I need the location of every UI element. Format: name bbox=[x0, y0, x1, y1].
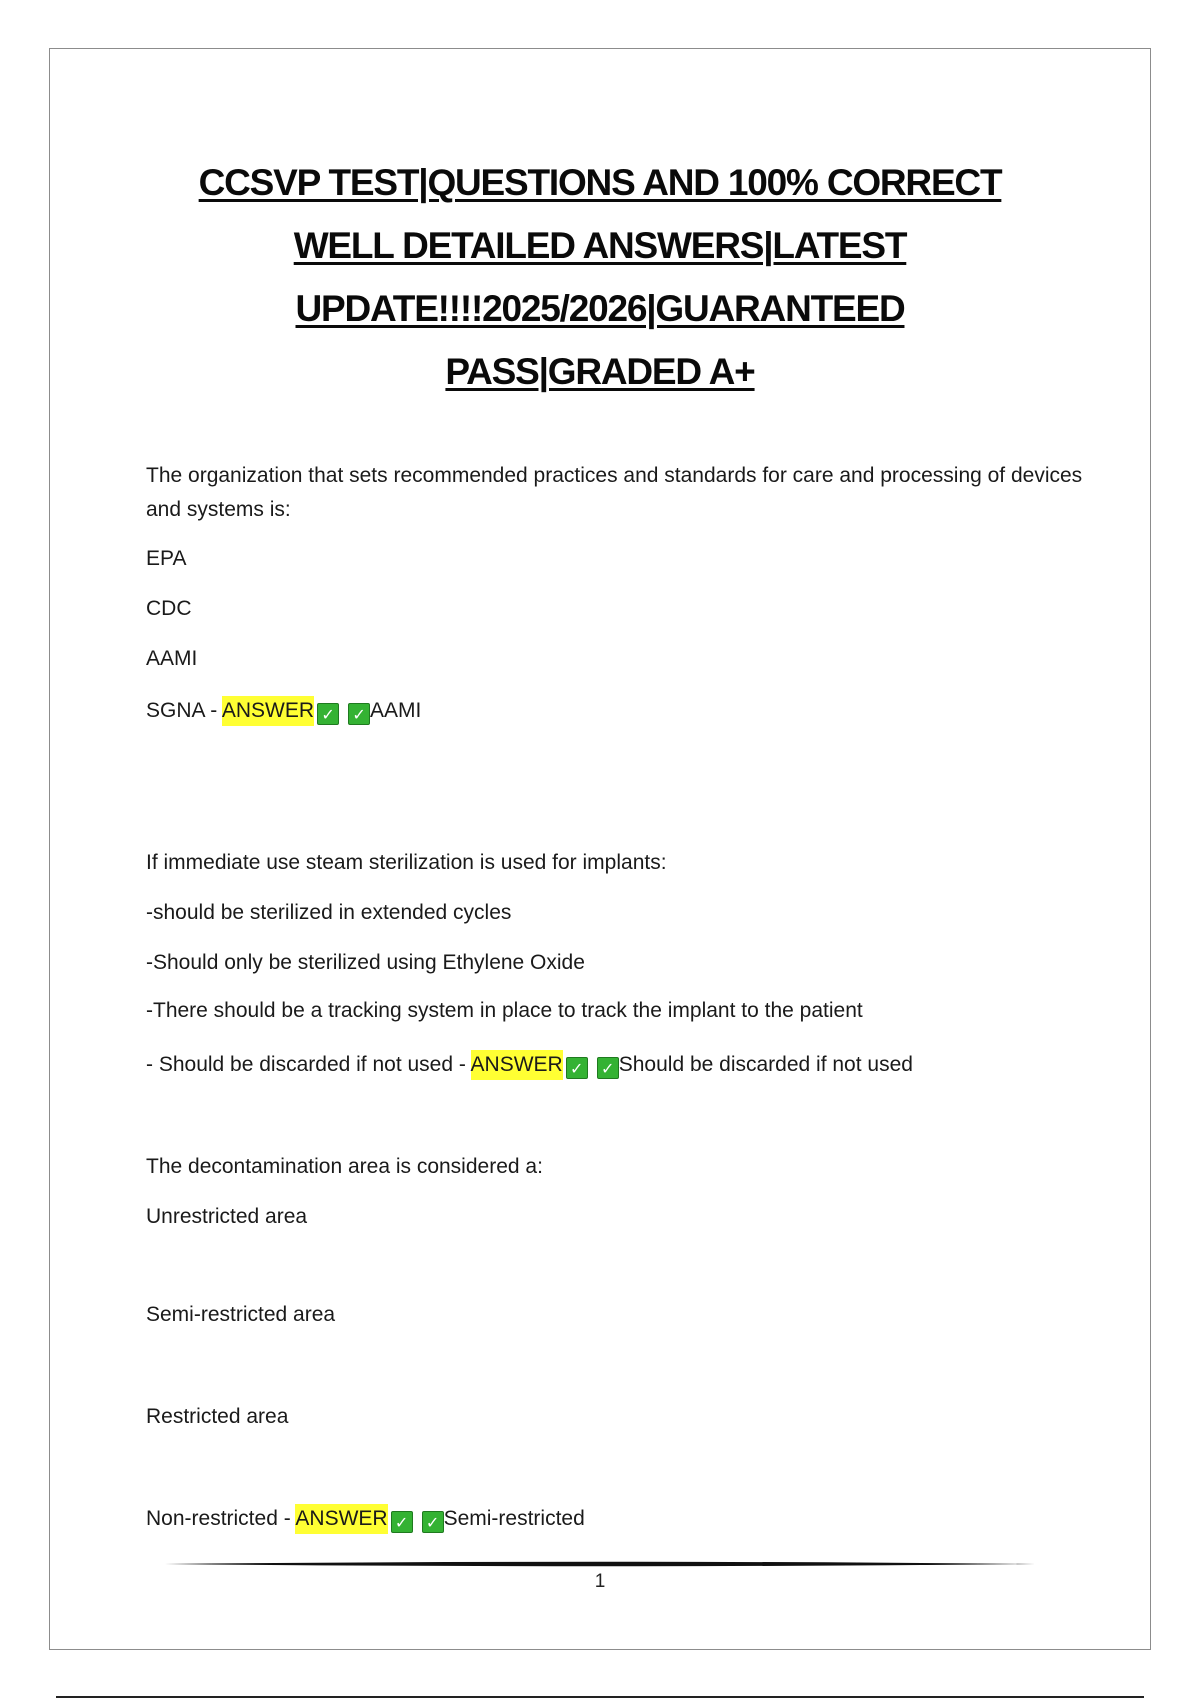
question-prompt: If immediate use steam sterilization is used for implants: bbox=[146, 851, 667, 874]
check-mark-icon: ✓ bbox=[597, 1057, 619, 1079]
answer-option: CDC bbox=[146, 597, 192, 620]
answer-option: Semi-restricted area bbox=[146, 1303, 336, 1326]
title-line: WELL DETAILED ANSWERS|LATEST bbox=[293, 225, 907, 266]
answer-line bbox=[146, 1051, 913, 1079]
answer-option: Non-restricted - bbox=[146, 1507, 296, 1530]
check-mark-icon: ✓ bbox=[422, 1511, 444, 1533]
answer-option: EPA bbox=[146, 547, 187, 570]
correct-answer: AAMI bbox=[370, 699, 422, 722]
answer-highlight-label: ANSWER bbox=[295, 1504, 387, 1534]
check-mark-icon: ✓ bbox=[391, 1511, 413, 1533]
check-mark-icon: ✓ bbox=[317, 703, 339, 725]
question-prompt: The organization that sets recommended practices and standards for care and processing of devices and systems is: bbox=[146, 464, 1083, 521]
check-mark-icon: ✓ bbox=[348, 703, 370, 725]
correct-answer: Should be discarded if not used bbox=[618, 1053, 913, 1076]
document-page bbox=[49, 48, 1151, 1650]
answer-option: Restricted area bbox=[146, 1405, 289, 1428]
answer-option: -Should only be sterilized using Ethylene Oxide bbox=[146, 951, 585, 974]
answer-highlight-label: ANSWER bbox=[222, 696, 314, 726]
title-line: CCSVP TEST|QUESTIONS AND 100% CORRECT bbox=[198, 162, 1002, 203]
answer-option: AAMI bbox=[146, 647, 198, 670]
answer-line bbox=[146, 1505, 585, 1533]
footer-divider bbox=[165, 1561, 1035, 1567]
answer-option: -should be sterilized in extended cycles bbox=[146, 901, 512, 924]
answer-line bbox=[146, 697, 421, 725]
page-number: 1 bbox=[594, 1571, 606, 1592]
answer-option: - Should be discarded if not used - bbox=[146, 1053, 471, 1076]
title-line: UPDATE!!!!2025/2026|GUARANTEED bbox=[295, 288, 905, 329]
correct-answer: Semi-restricted bbox=[443, 1507, 585, 1530]
check-mark-icon: ✓ bbox=[566, 1057, 588, 1079]
answer-option: SGNA - bbox=[146, 699, 222, 722]
document-title bbox=[50, 151, 1150, 403]
title-line: PASS|GRADED A+ bbox=[445, 351, 755, 392]
question-prompt: The decontamination area is considered a: bbox=[146, 1155, 543, 1178]
answer-highlight-label: ANSWER bbox=[471, 1050, 563, 1080]
answer-option: Unrestricted area bbox=[146, 1205, 308, 1228]
answer-option: -There should be a tracking system in place to track the implant to the patient bbox=[146, 999, 863, 1022]
bottom-divider bbox=[56, 1696, 1144, 1698]
